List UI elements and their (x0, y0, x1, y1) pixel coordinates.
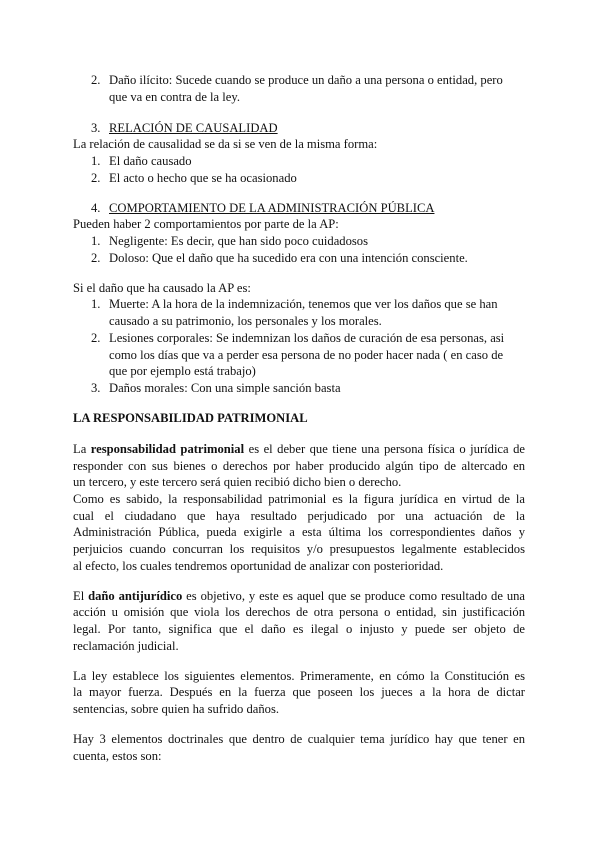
paragraph-line: El daño antijurídico es objetivo, y este es aquel que se produce como resultado de una (73, 589, 526, 603)
paragraph-line: sentencias, sobre quien ha sufrido daños. (73, 702, 279, 716)
paragraph-line: La responsabilidad patrimonial es el deber que tiene una persona física o jurídica de (73, 442, 525, 456)
paragraph: Pueden haber 2 comportamientos por parte de la AP: (73, 217, 339, 231)
paragraph-line: un tercero, y este tercero será quien recibió dicho bien o derecho. (73, 475, 402, 489)
list-item-text: causado a su patrimonio, los personales y los morales. (109, 314, 382, 328)
paragraph-line: Como es sabido, la responsabilidad patrimonial es la figura jurídica en virtud de la (73, 492, 525, 506)
list-item-text: que va en contra de la ley. (109, 90, 241, 104)
paragraph-line: perjuicios cuando concurran los requisitos y/o presupuestos legalmente establecidos (73, 542, 525, 556)
paragraph-line: responder con sus bienes o derechos por haber producido algún tipo de altercado en (73, 459, 525, 473)
paragraph-line: cuenta, estos son: (73, 749, 162, 763)
list-item-text: Lesiones corporales: Se indemnizan los daños de curación de esa personas, asi (109, 331, 505, 345)
paragraph-line: acción u omisión que viola los derechos de otra persona o entidad, sin justificación (73, 605, 525, 619)
bold-term: daño antijurídico (88, 589, 183, 603)
list-number: 3. (91, 381, 101, 395)
paragraph-line: cual el ciudadano que haya resultado perjudicado por una actuación de la (73, 509, 525, 523)
list-number: 1. (91, 154, 101, 168)
list-number: 2. (91, 73, 101, 87)
paragraph-line: La ley establece los siguientes elementos. Primeramente, en cómo la Constitución es (73, 669, 525, 683)
list-item-text: como los días que va a perder esa persona de no poder hacer nada ( en caso de (109, 348, 504, 362)
paragraph-line: legal. Por tanto, significa que el daño es ilegal o injusto y puede ser objeto de (73, 622, 525, 636)
bold-term: responsabilidad patrimonial (90, 442, 245, 456)
section-heading: RELACIÓN DE CAUSALIDAD (109, 121, 278, 135)
page-heading: LA RESPONSABILIDAD PATRIMONIAL (73, 411, 308, 425)
list-item-text: Daño ilícito: Sucede cuando se produce un daño a una persona o entidad, pero (109, 73, 503, 87)
paragraph-line: Hay 3 elementos doctrinales que dentro de cualquier tema jurídico hay que tener en (73, 732, 525, 746)
list-item-text: Daños morales: Con una simple sanción basta (109, 381, 341, 395)
list-item-text: Negligente: Es decir, que han sido poco cuidadosos (109, 234, 369, 248)
list-number: 1. (91, 234, 101, 248)
list-number: 2. (91, 331, 101, 345)
list-item-text: Muerte: A la hora de la indemnización, tenemos que ver los daños que se han (109, 297, 498, 311)
paragraph-line: al efecto, los cuales tendremos oportunidad de analizar con posterioridad. (73, 559, 444, 573)
list-item-text: Doloso: Que el daño que ha sucedido era con una intención consciente. (109, 251, 468, 265)
list-number: 2. (91, 171, 101, 185)
list-item-text: El daño causado (109, 154, 192, 168)
section-heading: COMPORTAMIENTO DE LA ADMINISTRACIÓN PÚBLICA (109, 201, 435, 215)
list-number: 2. (91, 251, 101, 265)
list-number: 1. (91, 297, 101, 311)
section-number: 3. (91, 121, 101, 135)
paragraph-line: la mayor fuerza. Después en la fuerza que poseen los jueces a la hora de dictar (73, 685, 525, 699)
paragraph: Si el daño que ha causado la AP es: (73, 281, 251, 295)
paragraph-line: reclamación judicial. (73, 639, 179, 653)
paragraph: La relación de causalidad se da si se ven de la misma forma: (73, 137, 378, 151)
paragraph-line: Administración Pública, pueda exigirle a esta última los correspondientes daños y (73, 525, 525, 539)
list-item-text: que por ejemplo está trabajo) (109, 364, 256, 378)
list-item-text: El acto o hecho que se ha ocasionado (109, 171, 297, 185)
section-number: 4. (91, 201, 101, 215)
